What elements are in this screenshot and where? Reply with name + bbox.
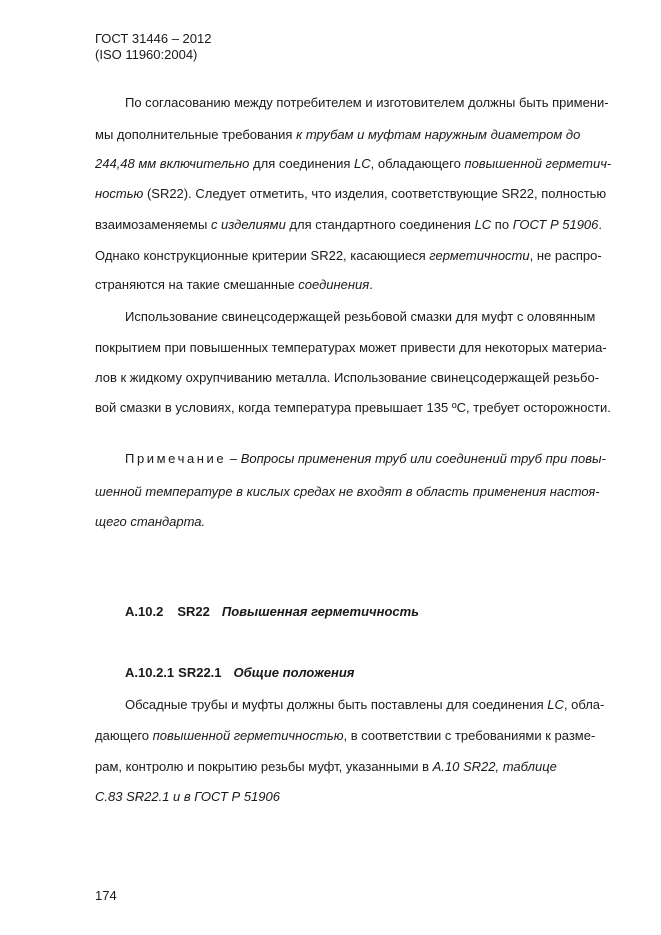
note-line-2: шенной температуре в кислых средах не входят в область применения настоя-	[95, 484, 600, 499]
p3-line-2: дающего повышенной герметичностью, в соответствии с требованиями к разме-	[95, 728, 596, 743]
p1-line-1: По согласованию между потребителем и изготовителем должны быть примени-	[125, 95, 609, 110]
section-code: SR22	[177, 604, 210, 619]
p1-line-2: мы дополнительные требования к трубам и муфтам наружным диаметром до	[95, 127, 581, 142]
p1-line-4: ностью (SR22). Следует отметить, что изделия, соответствующие SR22, полностью	[95, 186, 607, 201]
subsection-number: А.10.2.1	[125, 665, 175, 680]
p1-line-5: взаимозаменяемы с изделиями для стандартного соединения LC по ГОСТ Р 51906.	[95, 217, 603, 232]
p2-line-1: Использование свинецсодержащей резьбовой смазки для муфт с оловянным	[125, 309, 596, 324]
iso-reference: (ISO 11960:2004)	[95, 47, 198, 62]
p2-line-4: вой смазки в условиях, когда температура превышает 135 ºС, требует осторожности.	[95, 400, 611, 415]
p2-line-2: покрытием при повышенных температурах может привести для некоторых материа-	[95, 340, 607, 355]
subsection-code: SR22.1	[178, 665, 222, 680]
note-line-3: щего стандарта.	[95, 514, 206, 529]
page-number: 174	[95, 888, 117, 903]
p3-line-4: С.83 SR22.1 и в ГОСТ Р 51906	[95, 789, 280, 804]
p2-line-3: лов к жидкому охрупчиванию металла. Использование свинецсодержащей резьбо-	[95, 370, 600, 385]
p3-line-3: рам, контролю и покрытию резьбы муфт, указанными в А.10 SR22, таблице	[95, 759, 557, 774]
p1-line-7: страняются на такие смешанные соединения.	[95, 277, 373, 292]
section-heading	[125, 604, 419, 620]
section-title: Повышенная герметичность	[221, 604, 419, 619]
section-number: А.10.2	[125, 604, 164, 619]
p1-line-6: Однако конструкционные критерии SR22, касающиеся герметичности, не распро-	[95, 248, 602, 263]
note-line-1: Примечание – Вопросы применения труб или соединений труб при повы-	[125, 451, 606, 466]
subsection-heading	[125, 665, 354, 681]
note-label: Примечание	[125, 451, 227, 466]
p3-line-1: Обсадные трубы и муфты должны быть поставлены для соединения LC, обла-	[125, 697, 605, 712]
p1-line-3: 244,48 мм включительно для соединения LC, обладающего повышенной герметич-	[95, 156, 612, 171]
standard-designation: ГОСТ 31446 – 2012	[95, 31, 212, 46]
subsection-title: Общие положения	[233, 665, 355, 680]
